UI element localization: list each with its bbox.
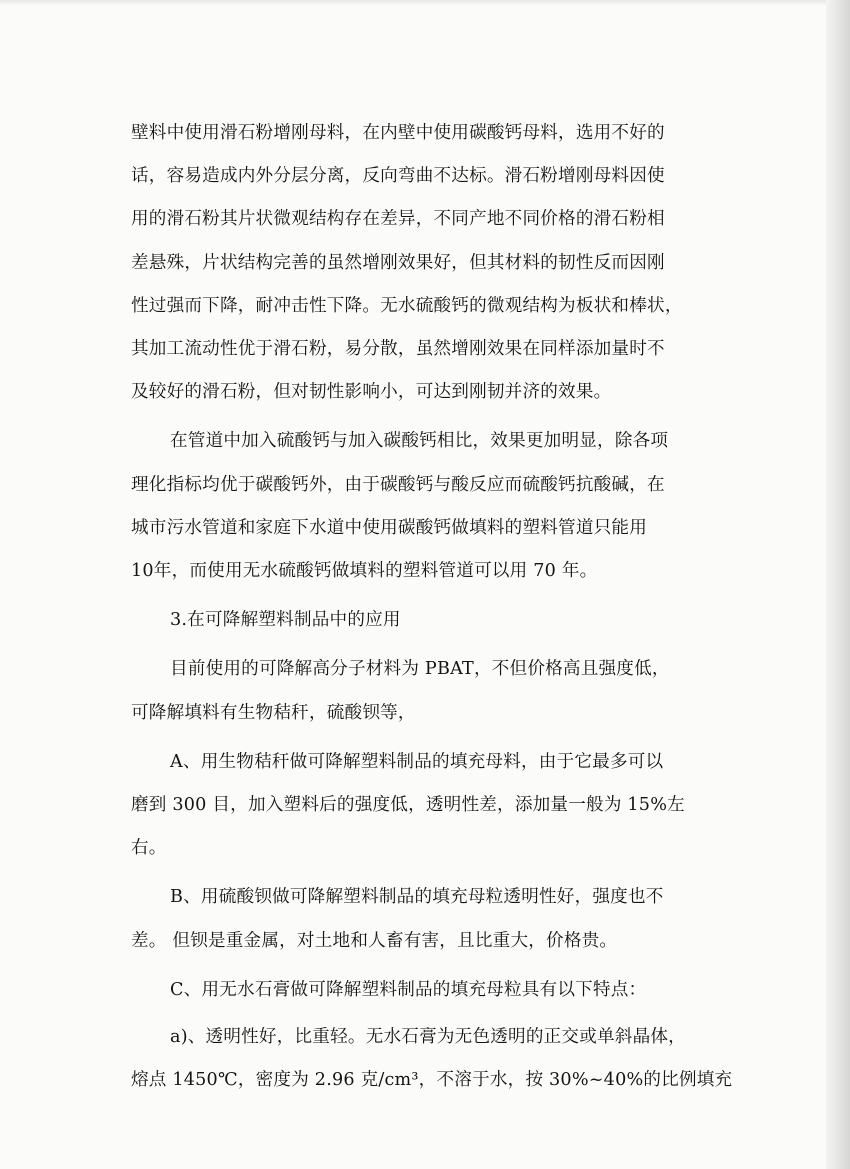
text-line: 可降解填料有生物秸秆，硫酸钡等， bbox=[131, 702, 416, 723]
text-line: 城市污水管道和家庭下水道中使用碳酸钙做填料的塑料管道只能用 bbox=[131, 517, 648, 538]
document-body bbox=[131, 112, 733, 1102]
text-line: a)、透明性好，比重轻。无水石膏为无色透明的正交或单斜晶体， bbox=[170, 1027, 686, 1048]
text-line: 及较好的滑石粉，但对韧性影响小，可达到刚韧并济的效果。 bbox=[131, 382, 612, 403]
section-heading-text: 3.在可降解塑料制品中的应用 bbox=[170, 610, 401, 631]
para-item-c bbox=[131, 969, 721, 1012]
section-heading-3 bbox=[131, 599, 721, 642]
text-line: 性过强而下降，耐冲击性下降。无水硫酸钙的微观结构为板状和棒状， bbox=[131, 295, 683, 316]
para-pipe-comparison bbox=[131, 420, 721, 593]
para-item-c-a bbox=[131, 1016, 733, 1102]
text-line: 差。 但钡是重金属，对土地和人畜有害，且比重大，价格贵。 bbox=[131, 930, 618, 951]
para-item-b bbox=[131, 876, 721, 962]
text-line: 磨到 300 目，加入塑料后的强度低，透明性差，添加量一般为 15%左 bbox=[131, 795, 685, 816]
para-item-a bbox=[131, 741, 721, 871]
text-line: 用的滑石粉其片状微观结构存在差异，不同产地不同价格的滑石粉相 bbox=[131, 209, 665, 230]
para-pbat bbox=[131, 648, 721, 734]
text-line: 话，容易造成内外分层分离，反向弯曲不达标。滑石粉增刚母料因使 bbox=[131, 166, 665, 187]
text-line: 右。 bbox=[131, 838, 167, 859]
scan-top-shadow bbox=[0, 0, 850, 6]
text-line: 10年，而使用无水硫酸钙做填料的塑料管道可以用 70 年。 bbox=[131, 561, 598, 582]
text-line: 熔点 1450℃，密度为 2.96 克/cm³，不溶于水，按 30%~40%的比例填充 bbox=[131, 1070, 733, 1091]
text-line: 在管道中加入硫酸钙与加入碳酸钙相比，效果更加明显，除各项 bbox=[170, 431, 669, 452]
text-line: 理化指标均优于碳酸钙外，由于碳酸钙与酸反应而硫酸钙抗酸碱，在 bbox=[131, 474, 665, 495]
text-line: 目前使用的可降解高分子材料为 PBAT，不但价格高且强度低， bbox=[170, 659, 670, 680]
text-line: C、用无水石膏做可降解塑料制品的填充母粒具有以下特点： bbox=[170, 979, 647, 1000]
scan-right-edge bbox=[826, 0, 850, 1169]
text-line: 壁料中使用滑石粉增刚母料，在内壁中使用碳酸钙母料，选用不好的 bbox=[131, 123, 665, 143]
para-talc-calcium-carbonate bbox=[131, 112, 721, 414]
text-line: B、用硫酸钡做可降解塑料制品的填充母粒透明性好，强度也不 bbox=[170, 887, 664, 908]
text-line: 差悬殊，片状结构完善的虽然增刚效果好，但其材料的韧性反而因刚 bbox=[131, 252, 665, 273]
text-line: A、用生物秸秆做可降解塑料制品的填充母料，由于它最多可以 bbox=[170, 751, 664, 772]
text-line: 其加工流动性优于滑石粉，易分散，虽然增刚效果在同样添加量时不 bbox=[131, 339, 665, 360]
